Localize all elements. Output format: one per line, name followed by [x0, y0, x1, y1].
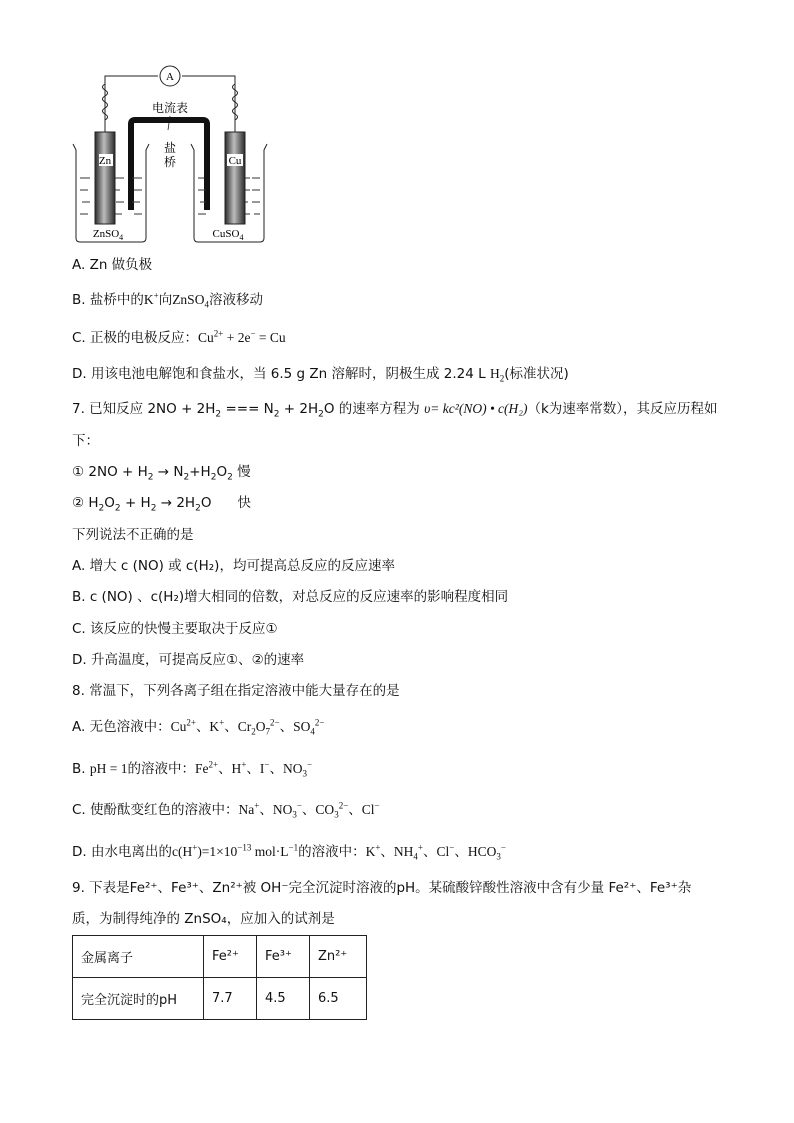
table-cell: 4.5 — [257, 978, 310, 1020]
q8-stem: 8. 常温下，下列各离子组在指定溶液中能大量存在的是 — [72, 683, 400, 699]
table-cell: 完全沉淀时的pH — [73, 978, 204, 1020]
q7-question: 下列说法不正确的是 — [72, 527, 194, 543]
q7-option-d: D. 升高温度，可提高反应①、②的速率 — [72, 652, 305, 668]
salt-bridge-label: 盐 — [163, 141, 177, 155]
ammeter-label: 电流表 — [151, 101, 189, 115]
q8-option-d: D. 由水电离出的$c(H^+)=1\times 10^{-13}$ $mol\cdot L^{-1}$的溶液中：K+、$NH_4^+$、Cl−、$HCO_3^-$ — [72, 842, 506, 862]
q7-step-2: ② $H_2O_2 + H_2 \to 2H_2O$ 快 — [72, 495, 251, 514]
q7-step-1: ① $2NO + H_2 \to N_2+H_2O_2$ 慢 — [72, 464, 251, 483]
table-cell: 7.7 — [204, 978, 257, 1020]
left-solution-label: ZnSO$_4$ — [92, 228, 124, 242]
q9-stem-cont: 质，为制得纯净的 ZnSO₄，应加入的试剂是 — [72, 911, 335, 927]
table-header-row — [73, 936, 367, 978]
q7-option-b: B. c (NO) 、c(H₂)增大相同的倍数，对总反应的反应速率的影响程度相同 — [72, 589, 509, 605]
galvanic-cell-diagram — [70, 60, 280, 246]
right-solution-label: CuSO$_4$ — [212, 228, 244, 242]
q9-stem: 9. 下表是Fe²⁺、Fe³⁺、Zn²⁺被 OH⁻完全沉淀时溶液的pH。某硫酸锌酸性溶液中含有少量 Fe²⁺、Fe³⁺杂 — [72, 880, 692, 896]
table-row — [73, 978, 367, 1020]
q7-option-c: C. 该反应的快慢主要取决于反应① — [72, 621, 278, 637]
zinc-electrode — [95, 132, 115, 224]
q8-option-c: C. 使酚酞变红色的溶液中：Na+、$NO_3^-$、$CO_3^{2-}$、Cl− — [72, 800, 380, 820]
copper-electrode — [225, 132, 245, 224]
q6-option-c: C. 正极的电极反应：$Cu^{2+} + 2e^- = Cu$ — [72, 328, 286, 346]
table-cell: 金属离子 — [73, 936, 204, 978]
zinc-label: Zn — [98, 155, 112, 167]
ammeter-symbol: A — [166, 71, 174, 83]
q7-stem: 7. 已知反应 $2NO + 2H_2$ === $N_2 + 2H_2O$ 的速率方程为 υ= kc²(NO) • c(H₂)（k为速率常数），其反应历程如 — [72, 401, 718, 420]
table-cell: Fe²⁺ — [204, 936, 257, 978]
q8-option-b: B. pH = 1的溶液中：$Fe^{2+}$、H+、I−、$NO_3^-$ — [72, 759, 313, 779]
salt-bridge-label-2: 桥 — [163, 155, 177, 169]
q8-option-a: A. 无色溶液中：$Cu^{2+}$、K+、$Cr_2O_7^{2-}$、$SO_4^{2-}$ — [72, 717, 325, 737]
copper-label: Cu — [228, 155, 242, 167]
q6-option-a: A. Zn 做负极 — [72, 257, 153, 273]
q7-stem-cont: 下： — [72, 433, 99, 449]
precipitation-ph-table — [72, 935, 367, 1020]
q6-option-b: B. 盐桥中的K+向ZnSO$_4$溶液移动 — [72, 290, 263, 310]
q7-option-a: A. 增大 c (NO) 或 c(H₂)，均可提高总反应的反应速率 — [72, 558, 395, 574]
table-cell: Fe³⁺ — [257, 936, 310, 978]
table-cell: Zn²⁺ — [310, 936, 367, 978]
table-cell: 6.5 — [310, 978, 367, 1020]
q6-option-d: D. 用该电池电解饱和食盐水，当 6.5 g Zn 溶解时，阴极生成 2.24 L $H_2$(标准状况) — [72, 366, 569, 384]
